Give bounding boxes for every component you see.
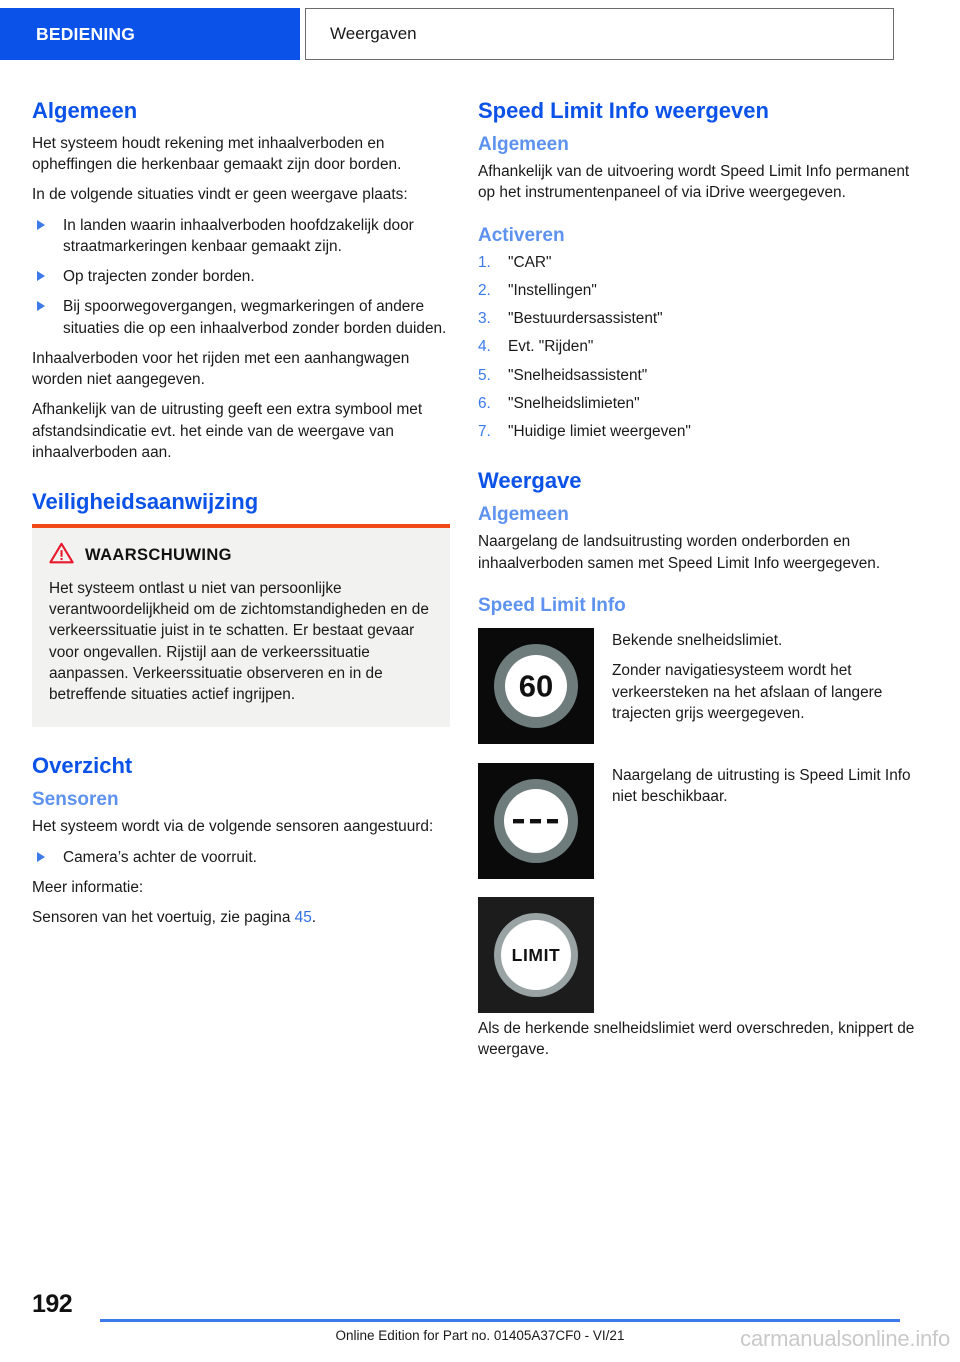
figure-caption-line1: Bekende snelheidslimiet.: [612, 632, 783, 650]
list-item: [32, 296, 450, 339]
warning-box: [32, 524, 450, 728]
list-item: [478, 421, 930, 442]
right-column: [478, 98, 930, 1070]
paragraph-no-display-intro: In de volgende situaties vindt er geen weergave plaats:: [32, 186, 408, 204]
list-item: [478, 280, 930, 301]
list-item-number: 3.: [478, 310, 491, 328]
warning-triangle-icon: [49, 542, 74, 569]
footer-divider: [100, 1319, 900, 1322]
speed-limit-sign-60-icon: [478, 628, 594, 749]
figure-caption-line1: Naargelang de uitrusting is Speed Limit Info niet beschikbaar.: [612, 767, 911, 806]
paragraph-system-overtaking: Het systeem houdt rekening met inhaalverboden en opheffingen die herkenbaar gemaakt zijn door borden.: [32, 134, 402, 174]
list-item-number: 2.: [478, 281, 491, 299]
list-item-label: "Instellingen": [508, 281, 597, 299]
heading-sensoren: Sensoren: [32, 789, 119, 811]
list-item-label: "CAR": [508, 253, 552, 271]
paragraph-cross-reference: [32, 907, 450, 928]
paragraph-more-info-label: Meer informatie:: [32, 878, 144, 896]
heading-overzicht: Overzicht: [32, 753, 133, 779]
heading-algemeen: Algemeen: [32, 98, 138, 123]
list-item: [32, 266, 450, 287]
heading-speed-limit-info: Speed Limit Info: [478, 594, 626, 616]
page-footer: [0, 1272, 960, 1362]
watermark-text: carmanualsonline.info: [740, 1326, 950, 1351]
paragraph-sensors-intro: Het systeem wordt via de volgende sensoren aangestuurd:: [32, 818, 434, 836]
list-item-number: 6.: [478, 394, 491, 412]
footer-edition-text: Online Edition for Part no. 01405A37CF0 - VI/21: [335, 1328, 625, 1343]
list-item-number: 4.: [478, 338, 491, 356]
list-item: [32, 847, 450, 868]
header-chapter-box: [0, 8, 300, 60]
header-chapter-label: BEDIENING: [36, 23, 136, 44]
figure-row-unavailable: [478, 763, 930, 884]
bullet-list-sensors: [32, 847, 450, 868]
list-item-number: 5.: [478, 366, 491, 384]
speed-limit-value: 60: [518, 668, 554, 704]
paragraph-weergave-general: Naargelang de landsuitrusting worden onderborden en inhaalverboden samen met Speed Limit Info weergegeven.: [478, 533, 881, 572]
list-item-label: "Huidige limiet weergeven": [508, 423, 691, 441]
list-item-number: 7.: [478, 423, 491, 441]
list-item: [478, 308, 930, 329]
list-item-label: "Snelheidsassistent": [508, 366, 648, 384]
list-item-label: Camera’s achter de voorruit.: [63, 848, 257, 866]
list-item-label: Op trajecten zonder borden.: [63, 268, 255, 286]
list-item: [478, 336, 930, 357]
list-item: [478, 365, 930, 386]
cross-reference-suffix: .: [311, 909, 317, 927]
warning-body-text: Het systeem ontlast u niet van persoonlijke verantwoordelijkheid om de zichtomstandigheden en de verkeerssituatie juist in te schatten. Er bestaat gevaar voor ongevallen. Rijstijl aan de verkeerssituatie aanpassen. Verkeerssituatie observeren en in de betreffende situaties actief ingrijpen.: [49, 579, 429, 704]
paragraph-extra-symbol: Afhankelijk van de uitrusting geeft een extra symbool met afstandsindicatie evt. het einde van de weergave van inhaalverboden aan.: [32, 401, 423, 461]
paragraph-overspeed-blink: Als de herkende snelheidslimiet werd overschreden, knippert de weergave.: [478, 1020, 915, 1059]
heading-activeren: Activeren: [478, 224, 565, 246]
list-item-number: 1.: [478, 253, 491, 271]
heading-algemeen-weergave: Algemeen: [478, 504, 569, 526]
list-item-label: "Snelheidslimieten": [508, 394, 640, 412]
figure-caption-line2: Zonder navigatiesysteem wordt het verkeersteken na het afslaan of langere trajecten grijs weergegeven.: [612, 662, 883, 722]
cross-reference-prefix: Sensoren van het voertuig, zie pagina: [32, 909, 295, 927]
triangle-bullet-icon: [37, 271, 45, 281]
speed-limit-sign-limit-icon: [478, 897, 930, 1018]
page-header: [0, 8, 960, 60]
heading-weergave: Weergave: [478, 468, 582, 494]
header-section-box: [305, 8, 894, 60]
speed-limit-sign-unavailable-icon: [478, 763, 594, 884]
numbered-list-activeren: [478, 252, 930, 443]
list-item: [478, 393, 930, 414]
triangle-bullet-icon: [37, 220, 45, 230]
list-item: [478, 252, 930, 273]
cross-reference-page-number[interactable]: 45: [294, 909, 312, 927]
header-section-label: Weergaven: [330, 24, 417, 43]
warning-title-label: WAARSCHUWING: [85, 545, 232, 564]
figure-text-unavailable: [612, 763, 930, 808]
paragraph-speed-limit-general: Afhankelijk van de uitvoering wordt Speed Limit Info permanent op het instrumentenpaneel of via iDrive weergegeven.: [478, 163, 910, 202]
list-item: [32, 215, 450, 258]
list-item-label: Evt. "Rijden": [508, 338, 594, 356]
page-number: 192: [32, 1290, 73, 1318]
triangle-bullet-icon: [37, 301, 45, 311]
heading-algemeen-right: Algemeen: [478, 133, 569, 155]
warning-title-row: [49, 542, 433, 569]
triangle-bullet-icon: [37, 852, 45, 862]
paragraph-trailer: Inhaalverboden voor het rijden met een aanhangwagen worden niet aangegeven.: [32, 349, 410, 389]
bullet-list-no-display: [32, 215, 450, 339]
list-item-label: "Bestuurdersassistent": [508, 310, 663, 328]
heading-speed-limit-info-weergeven: Speed Limit Info weergeven: [478, 98, 769, 123]
figure-row-known-limit: [478, 628, 930, 749]
figure-text-known-limit: [612, 628, 930, 724]
list-item-label: In landen waarin inhaalverboden hoofdzakelijk door straatmarkeringen kenbaar gemaakt zijn.: [63, 216, 414, 255]
left-column: [32, 98, 450, 937]
list-item-label: Bij spoorwegovergangen, wegmarkeringen of andere situaties die op een inhaalverbod zonder borden duiden.: [63, 298, 447, 337]
limit-label: LIMIT: [511, 945, 561, 966]
heading-veiligheidsaanwijzing: Veiligheidsaanwijzing: [32, 489, 259, 515]
